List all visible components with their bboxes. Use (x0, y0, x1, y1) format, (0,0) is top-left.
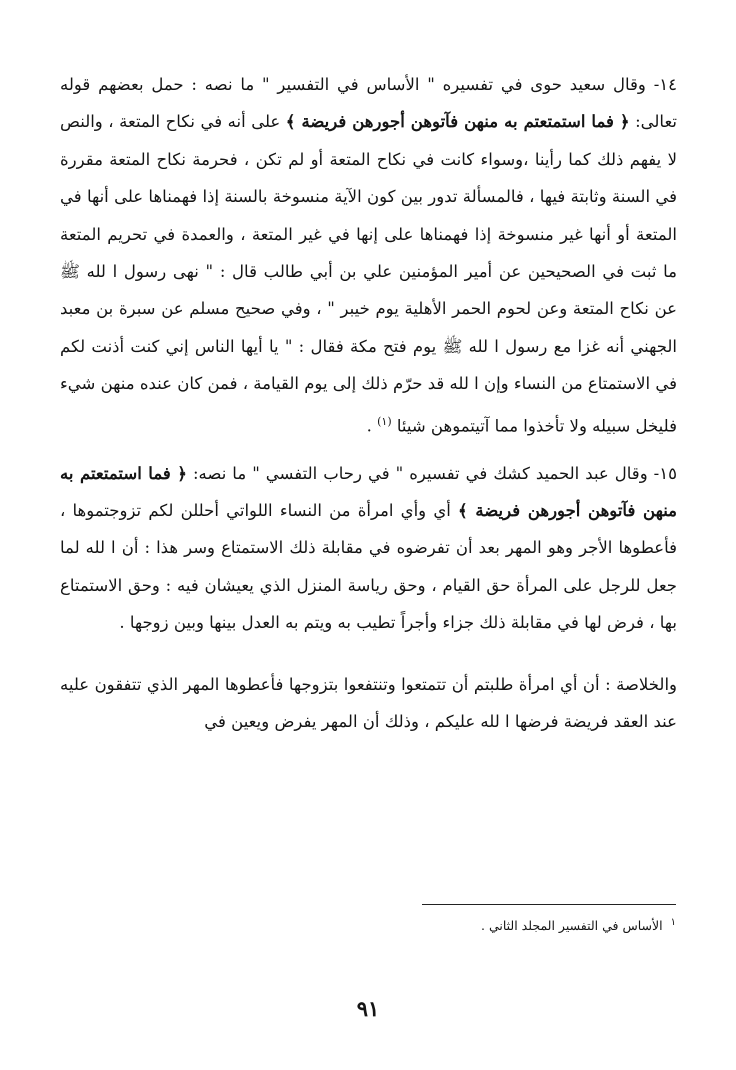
footnote-text: الأساس في التفسير المجلد الثاني . (481, 918, 663, 934)
quran-verse: ﴿ فما استمتعتم به منهن فآتوهن أجورهن فريضة ﴾ (60, 463, 678, 520)
paragraph-14-intro: ١٤- وقال سعيد حوى في تفسيره " الأساس في التفسير " ما نصه : حمل بعضهم قوله تعالى: (60, 75, 678, 132)
quran-verse: ﴿ فما استمتعتم به منهن فآتوهن أجورهن فريضة ﴾ (285, 112, 630, 132)
paragraph-15-intro: ١٥- وقال عبد الحميد كشك في تفسيره " في رحاب التفسي " ما نصه: (192, 463, 677, 483)
footnote-divider (422, 904, 676, 905)
summary-text: والخلاصة : أن أي امرأة طلبتم أن تتمتعوا وتنتفعوا بتزوجها فأعطوها المهر الذي تتفقون عليه عند العقد فريضة فرضها ا لله عليكم ، وذلك أن المهر يفرض ويعين في (60, 674, 677, 731)
page-number: ٩١ (356, 996, 380, 1021)
footnote-marker: ١ (670, 917, 676, 928)
paragraph-14-body: على أنه في نكاح المتعة ، والنص لا يفهم ذلك كما رأينا ،وسواء كانت في نكاح المتعة أو لم تكن ، فحرمة نكاح المتعة مقررة في السنة وثابتة فيها ، فالمسألة تدور بين كون الآية منسوخة بالسنة إذا فهمناها على أنها في المتعة أو أنها غير منسوخة إذا فهمناها على إنها في غير المتعة ، والعمدة في تحريم المتعة ما ثبت في الصحيحين عن أمير المؤمنين علي بن أبي طالب قال : " نهى رسول ا لله ﷺ عن نكاح المتعة وعن لحوم الحمر الأهلية يوم خيبر " ، وفي صحيح مسلم عن سبرة بن معبد الجهني أنه غزا مع رسول ا لله ﷺ يوم فتح مكة فقال : " يا أيها الناس إني كنت أذنت لكم في الاستمتاع من النساء وإن ا لله قد حرّم ذلك إلى يوم القيامة ، فمن كان عنده منهن شيء فليخل سبيله ولا تأخذوا مما آتيتموهن شيئا (60, 112, 677, 436)
paragraph-14 (60, 66, 677, 445)
paragraph-15-body: أي وأي امرأة من النساء اللواتي أحللن لكم تزوجتموها ، فأعطوها الأجر وهو المهر بعد أن تفرضوه في مقابلة ذلك الاستمتاع وسر هذا : أن ا لله لما جعل للرجل على المرأة حق القيام ، وحق رياسة المنزل الذي يعيشان فيه : وحق الاستمتاع بها ، فرض لها في مقابلة ذلك جزاء وأجراً تطيب به ويتم به العدل بينها وبين زوجها . (60, 500, 677, 633)
page-body (60, 66, 677, 740)
footnote-reference[interactable]: (١) (377, 414, 392, 428)
paragraph-14-end: . (366, 416, 372, 436)
paragraph-15 (60, 455, 677, 642)
summary-paragraph (60, 666, 677, 741)
footnote (276, 912, 676, 937)
